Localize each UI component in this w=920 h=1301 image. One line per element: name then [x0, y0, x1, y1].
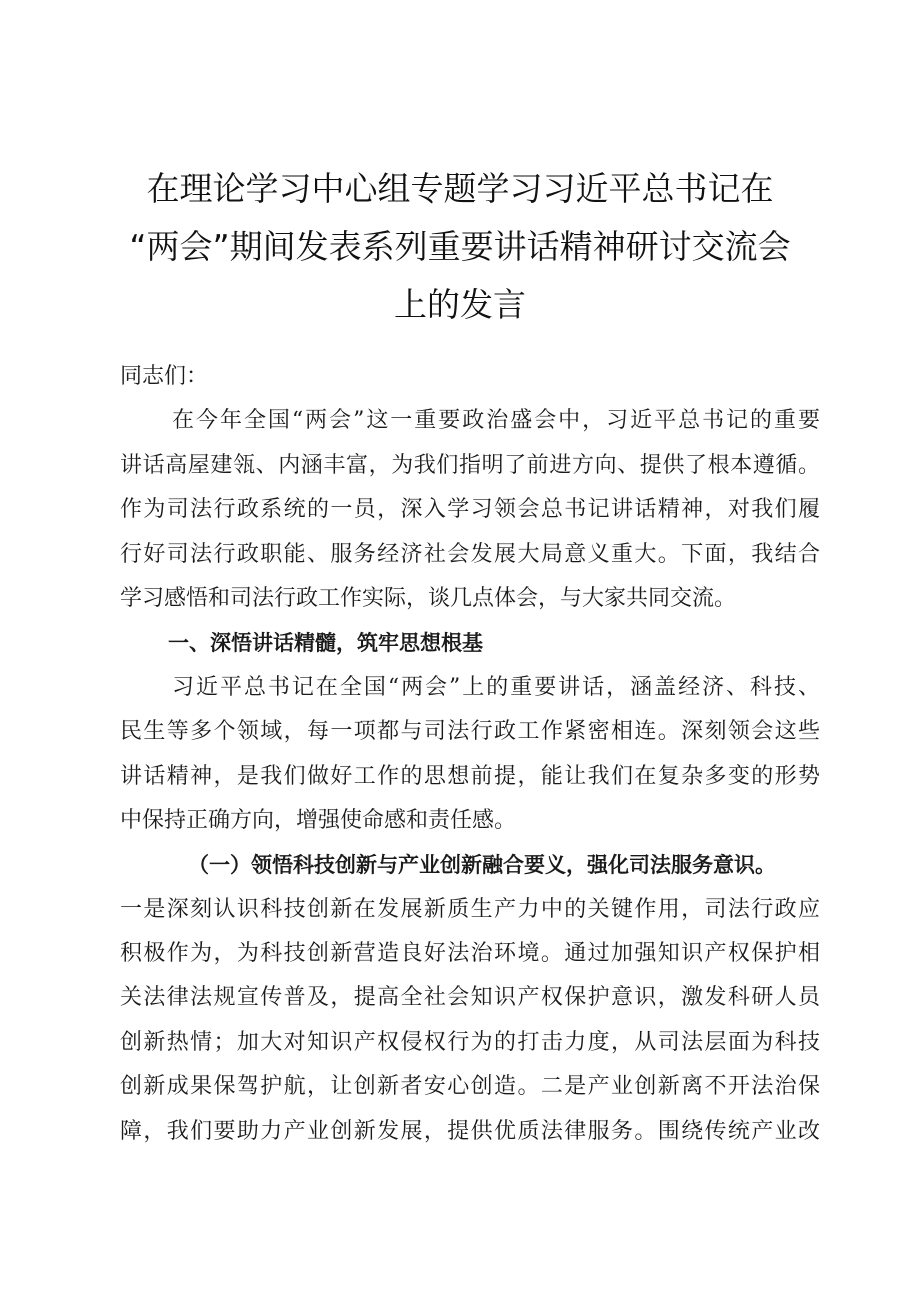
- paragraph-2-line: 讲话精神，是我们做好工作的思想前提，能让我们在复杂多变的形势: [120, 763, 820, 789]
- salutation: 同志们：: [120, 364, 209, 389]
- paragraph-1-line: 学习感悟和司法行政工作实际，谈几点体会，与大家共同交流。: [120, 585, 737, 611]
- title-line-2: “两会”期间发表系列重要讲话精神研讨交流会: [129, 227, 791, 266]
- paragraph-3-line: 创新成果保驾护航，让创新者安心创造。二是产业创新离不开法治保: [120, 1074, 820, 1100]
- paragraph-3-line: 创新热情；加大对知识产权侵权行为的打击力度，从司法层面为科技: [120, 1029, 820, 1055]
- title-line-1: 在理论学习中心组专题学习习近平总书记在: [146, 169, 774, 208]
- paragraph-1-line: 在今年全国“两会”这一重要政治盛会中，习近平总书记的重要: [172, 408, 820, 434]
- section-heading-1: 一、深悟讲话精髓，筑牢思想根基: [168, 631, 483, 656]
- paragraph-2-line: 民生等多个领域，每一项都与司法行政工作紧密相连。深刻领会这些: [120, 719, 820, 745]
- paragraph-1-line: 行好司法行政职能、服务经济社会发展大局意义重大。下面，我结合: [120, 541, 820, 567]
- paragraph-1-line: 讲话高屋建瓴、内涵丰富，为我们指明了前进方向、提供了根本遵循。: [120, 452, 820, 478]
- paragraph-1-line: 作为司法行政系统的一员，深入学习领会总书记讲话精神，对我们履: [120, 497, 820, 523]
- paragraph-3-line: 关法律法规宣传普及，提高全社会知识产权保护意识，激发科研人员: [120, 985, 820, 1011]
- paragraph-2-line: 习近平总书记在全国“两会”上的重要讲话，涵盖经济、科技、: [172, 674, 820, 700]
- document-title: [0, 160, 920, 334]
- paragraph-3-line: 一是深刻认识科技创新在发展新质生产力中的关键作用，司法行政应: [120, 896, 820, 922]
- subsection-heading-1: （一）领悟科技创新与产业创新融合要义，强化司法服务意识。: [188, 853, 776, 878]
- paragraph-3-line: 障，我们要助力产业创新发展，提供优质法律服务。围绕传统产业改: [120, 1118, 820, 1144]
- document-body: [120, 355, 820, 1154]
- title-line-3: 上的发言: [394, 285, 526, 324]
- paragraph-3-line: 积极作为，为科技创新营造良好法治环境。通过加强知识产权保护相: [120, 941, 820, 967]
- paragraph-2-line: 中保持正确方向，增强使命感和责任感。: [120, 807, 517, 833]
